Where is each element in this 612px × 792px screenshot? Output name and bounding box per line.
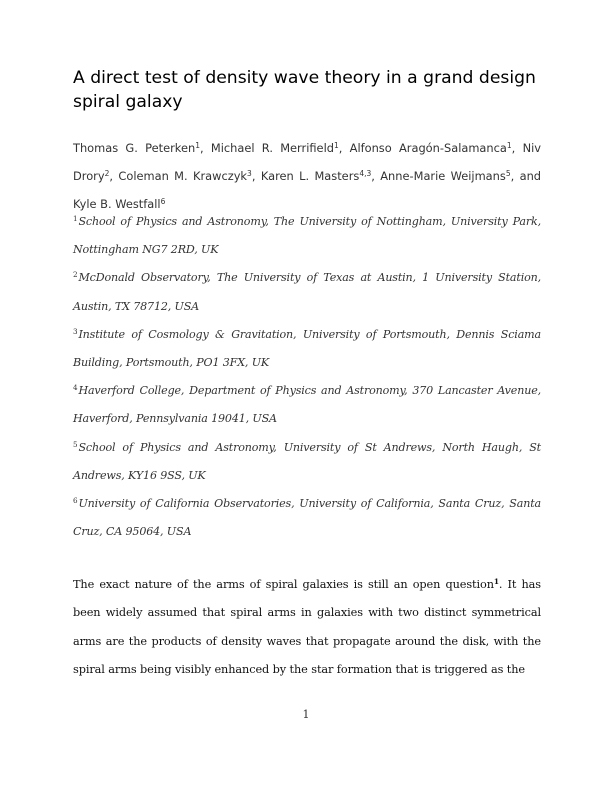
author: Niv Drory: [73, 141, 541, 183]
paper-title: A direct test of density wave theory in a grand design spiral galaxy: [73, 68, 536, 112]
author-affiliation-mark: 6: [160, 197, 166, 206]
author-list: Thomas G. Peterken$^1$, Michael R. Merrifield$^1$, Alfonso Aragón-Salamanca$^1$, Niv Drory$^2$, Coleman M. Krawczyk$^3$, Karen L. Masters$^{4,3}$, Anne-Marie Weijmans$^5$, and Kyle B. Westfall$^6$: [73, 141, 542, 211]
affiliation: [73, 434, 541, 490]
author-affiliation-mark: 1: [506, 141, 512, 150]
affiliation-text: School of Physics and Astronomy, The University of Nottingham, University Park, Nottingham NG7 2RD, UK: [73, 215, 541, 257]
abstract-paragraph: [73, 571, 541, 685]
affiliation: [73, 264, 541, 320]
author: Michael R. Merrifield: [210, 141, 334, 155]
citation-ref: 1: [493, 577, 499, 586]
author: Alfonso Aragón-Salamanca: [349, 141, 507, 155]
author: Karen L. Masters: [260, 169, 360, 183]
affiliation-number: 6: [73, 496, 78, 506]
body-text-part: The exact nature of the arms of spiral galaxies is still an open question: [73, 578, 494, 591]
author: Coleman M. Krawczyk: [118, 169, 248, 183]
affiliation-text: School of Physics and Astronomy, University of St Andrews, North Haugh, St Andrews, KY16 9SS, UK: [73, 440, 541, 482]
affiliation: [73, 208, 541, 264]
author: Kyle B. Westfall: [73, 197, 161, 211]
affiliation-number: 5: [73, 439, 78, 449]
affiliation-number: 2: [73, 270, 78, 280]
author-affiliation-mark: 3: [247, 169, 252, 178]
affiliation-list: [73, 208, 541, 546]
affiliation-number: 3: [73, 326, 78, 336]
affiliation: [73, 490, 541, 546]
affiliation-text: University of California Observatories, University of California, Santa Cruz, Santa Cruz, CA 95064, USA: [73, 497, 541, 539]
body-text-part: . It has been widely assumed that spiral arms in galaxies with two distinct symmetrical arms are the products of density waves that propagate around the disk, with the spiral arms being visibly enhanced by the star formation that is triggered as the: [73, 578, 541, 677]
author-affiliation-mark: 2: [104, 169, 110, 178]
affiliation: [73, 321, 541, 377]
author-affiliation-mark: 1: [195, 141, 200, 150]
affiliation-text: Haverford College, Department of Physics and Astronomy, 370 Lancaster Avenue, Haverford, Pennsylvania 19041, USA: [73, 384, 541, 426]
author-affiliation-mark: 4,3: [359, 169, 372, 178]
affiliation: [73, 377, 541, 433]
page-number: 1: [302, 708, 310, 721]
affiliation-number: 1: [73, 214, 78, 223]
affiliation-text: Institute of Cosmology & Gravitation, University of Portsmouth, Dennis Sciama Building, Portsmouth, PO1 3FX, UK: [73, 327, 541, 370]
affiliation-text: McDonald Observatory, The University of Texas at Austin, 1 University Station, Austin, TX 78712, USA: [73, 271, 541, 313]
affiliation-number: 4: [73, 383, 78, 393]
author: Anne-Marie Weijmans: [380, 169, 506, 183]
author-affiliation-mark: 1: [333, 141, 339, 150]
author: Thomas G. Peterken: [73, 141, 196, 155]
author-affiliation-mark: 5: [505, 169, 511, 178]
